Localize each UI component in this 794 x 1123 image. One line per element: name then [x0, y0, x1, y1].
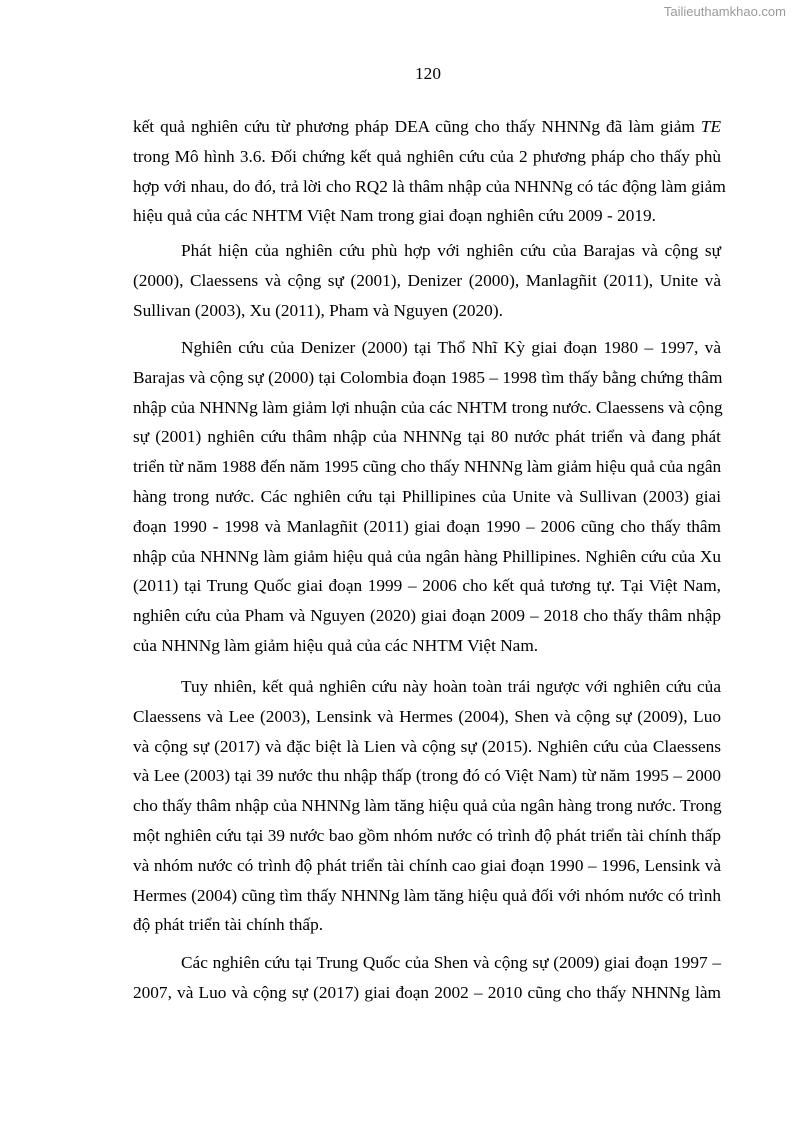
page-number: 120 [415, 64, 441, 83]
paragraph-2 [133, 236, 721, 325]
watermark: Tailieuthamkhao.com [663, 4, 786, 19]
text-line: Sullivan (2003), Xu (2011), Pham và Nguyen (2020). [133, 300, 503, 320]
text-line: Tuy nhiên, kết quả nghiên cứu này hoàn toàn trái ngược với nghiên cứu của [181, 677, 721, 696]
text-line: độ phát triển tài chính thấp. [133, 915, 324, 935]
text-line: hàng trong nước. Các nghiên cứu tại Phillipines của Unite và Sullivan (2003) giai [133, 486, 721, 506]
text-line: 2007, và Luo và cộng sự (2017) giai đoạn 2002 – 2010 cũng cho thấy NHNNg làm [133, 982, 721, 1002]
text-line: và cộng sự (2017) và đặc biệt là Lien và cộng sự (2015). Nghiên cứu của Claessens [133, 736, 721, 756]
text-line: nhập của NHNNg làm giảm hiệu quả của ngân hàng Phillipines. Nghiên cứu của Xu [133, 546, 721, 566]
text-line: nghiên cứu của Pham và Nguyen (2020) giai đoạn 2009 – 2018 cho thấy thâm nhập [133, 606, 721, 626]
text-line: hợp với nhau, do đó, trả lời cho RQ2 là thâm nhập của NHNNg có tác động làm giảm [133, 176, 726, 196]
text-line: Phát hiện của nghiên cứu phù hợp với nghiên cứu của Barajas và cộng sự [181, 241, 721, 260]
paragraph-3 [133, 333, 721, 661]
text-line: Claessens và Lee (2003), Lensink và Hermes (2004), Shen và cộng sự (2009), Luo [133, 706, 721, 726]
text-line: trong Mô hình 3.6. Đối chứng kết quả nghiên cứu của 2 phương pháp cho thấy phù [133, 146, 721, 166]
text-line: Hermes (2004) cũng tìm thấy NHNNg làm tăng hiệu quả đối với nhóm nước có trình [133, 885, 721, 905]
text-line: Các nghiên cứu tại Trung Quốc của Shen và cộng sự (2009) giai đoạn 1997 – [181, 953, 721, 972]
text-line: (2011) tại Trung Quốc giai đoạn 1999 – 2006 cho kết quả tương tự. Tại Việt Nam, [133, 576, 721, 596]
text-line: và nhóm nước có trình độ phát triển tài chính cao giai đoạn 1990 – 1996, Lensink và [133, 855, 721, 875]
text-line: sự (2001) nghiên cứu thâm nhập của NHNNg tại 80 nước phát triển và đang phát [133, 427, 721, 447]
paragraph-4 [133, 672, 721, 940]
text-line: Barajas và cộng sự (2000) tại Colombia đoạn 1985 – 1998 tìm thấy bằng chứng thâm [133, 367, 723, 387]
text-line: hiệu quả của các NHTM Việt Nam trong giai đoạn nghiên cứu 2009 - 2019. [133, 206, 656, 226]
text-line: kết quả nghiên cứu từ phương pháp DEA cũng cho thấy NHNNg đã làm giảm TE [133, 117, 721, 136]
paragraph-1 [133, 112, 726, 231]
text-line: (2000), Claessens và cộng sự (2001), Denizer (2000), Manlagñit (2011), Unite và [133, 270, 721, 290]
paragraph-5 [133, 948, 721, 1008]
text-line: nhập của NHNNg làm giảm lợi nhuận của các NHTM trong nước. Claessens và cộng [133, 397, 723, 417]
text-line: cho thấy thâm nhập của NHNNg làm tăng hiệu quả của ngân hàng trong nước. Trong [133, 796, 722, 816]
text-line: một nghiên cứu tại 39 nước bao gồm nhóm nước có trình độ phát triển tài chính thấp [133, 825, 721, 845]
text-line: và Lee (2003) tại 39 nước thu nhập thấp (trong đó có Việt Nam) từ năm 1995 – 2000 [133, 766, 721, 786]
text-line: đoạn 1990 - 1998 và Manlagñit (2011) giai đoạn 1990 – 2006 cũng cho thấy thâm [133, 516, 721, 536]
text-line: của NHNNg làm giảm hiệu quả của các NHTM Việt Nam. [133, 635, 539, 655]
text-line: Nghiên cứu của Denizer (2000) tại Thổ Nhĩ Kỳ giai đoạn 1980 – 1997, và [181, 338, 721, 357]
text-line: triển từ năm 1988 đến năm 1995 cũng cho thấy NHNNg làm giảm hiệu quả của ngân [133, 457, 722, 477]
italic-term: TE [700, 117, 721, 136]
